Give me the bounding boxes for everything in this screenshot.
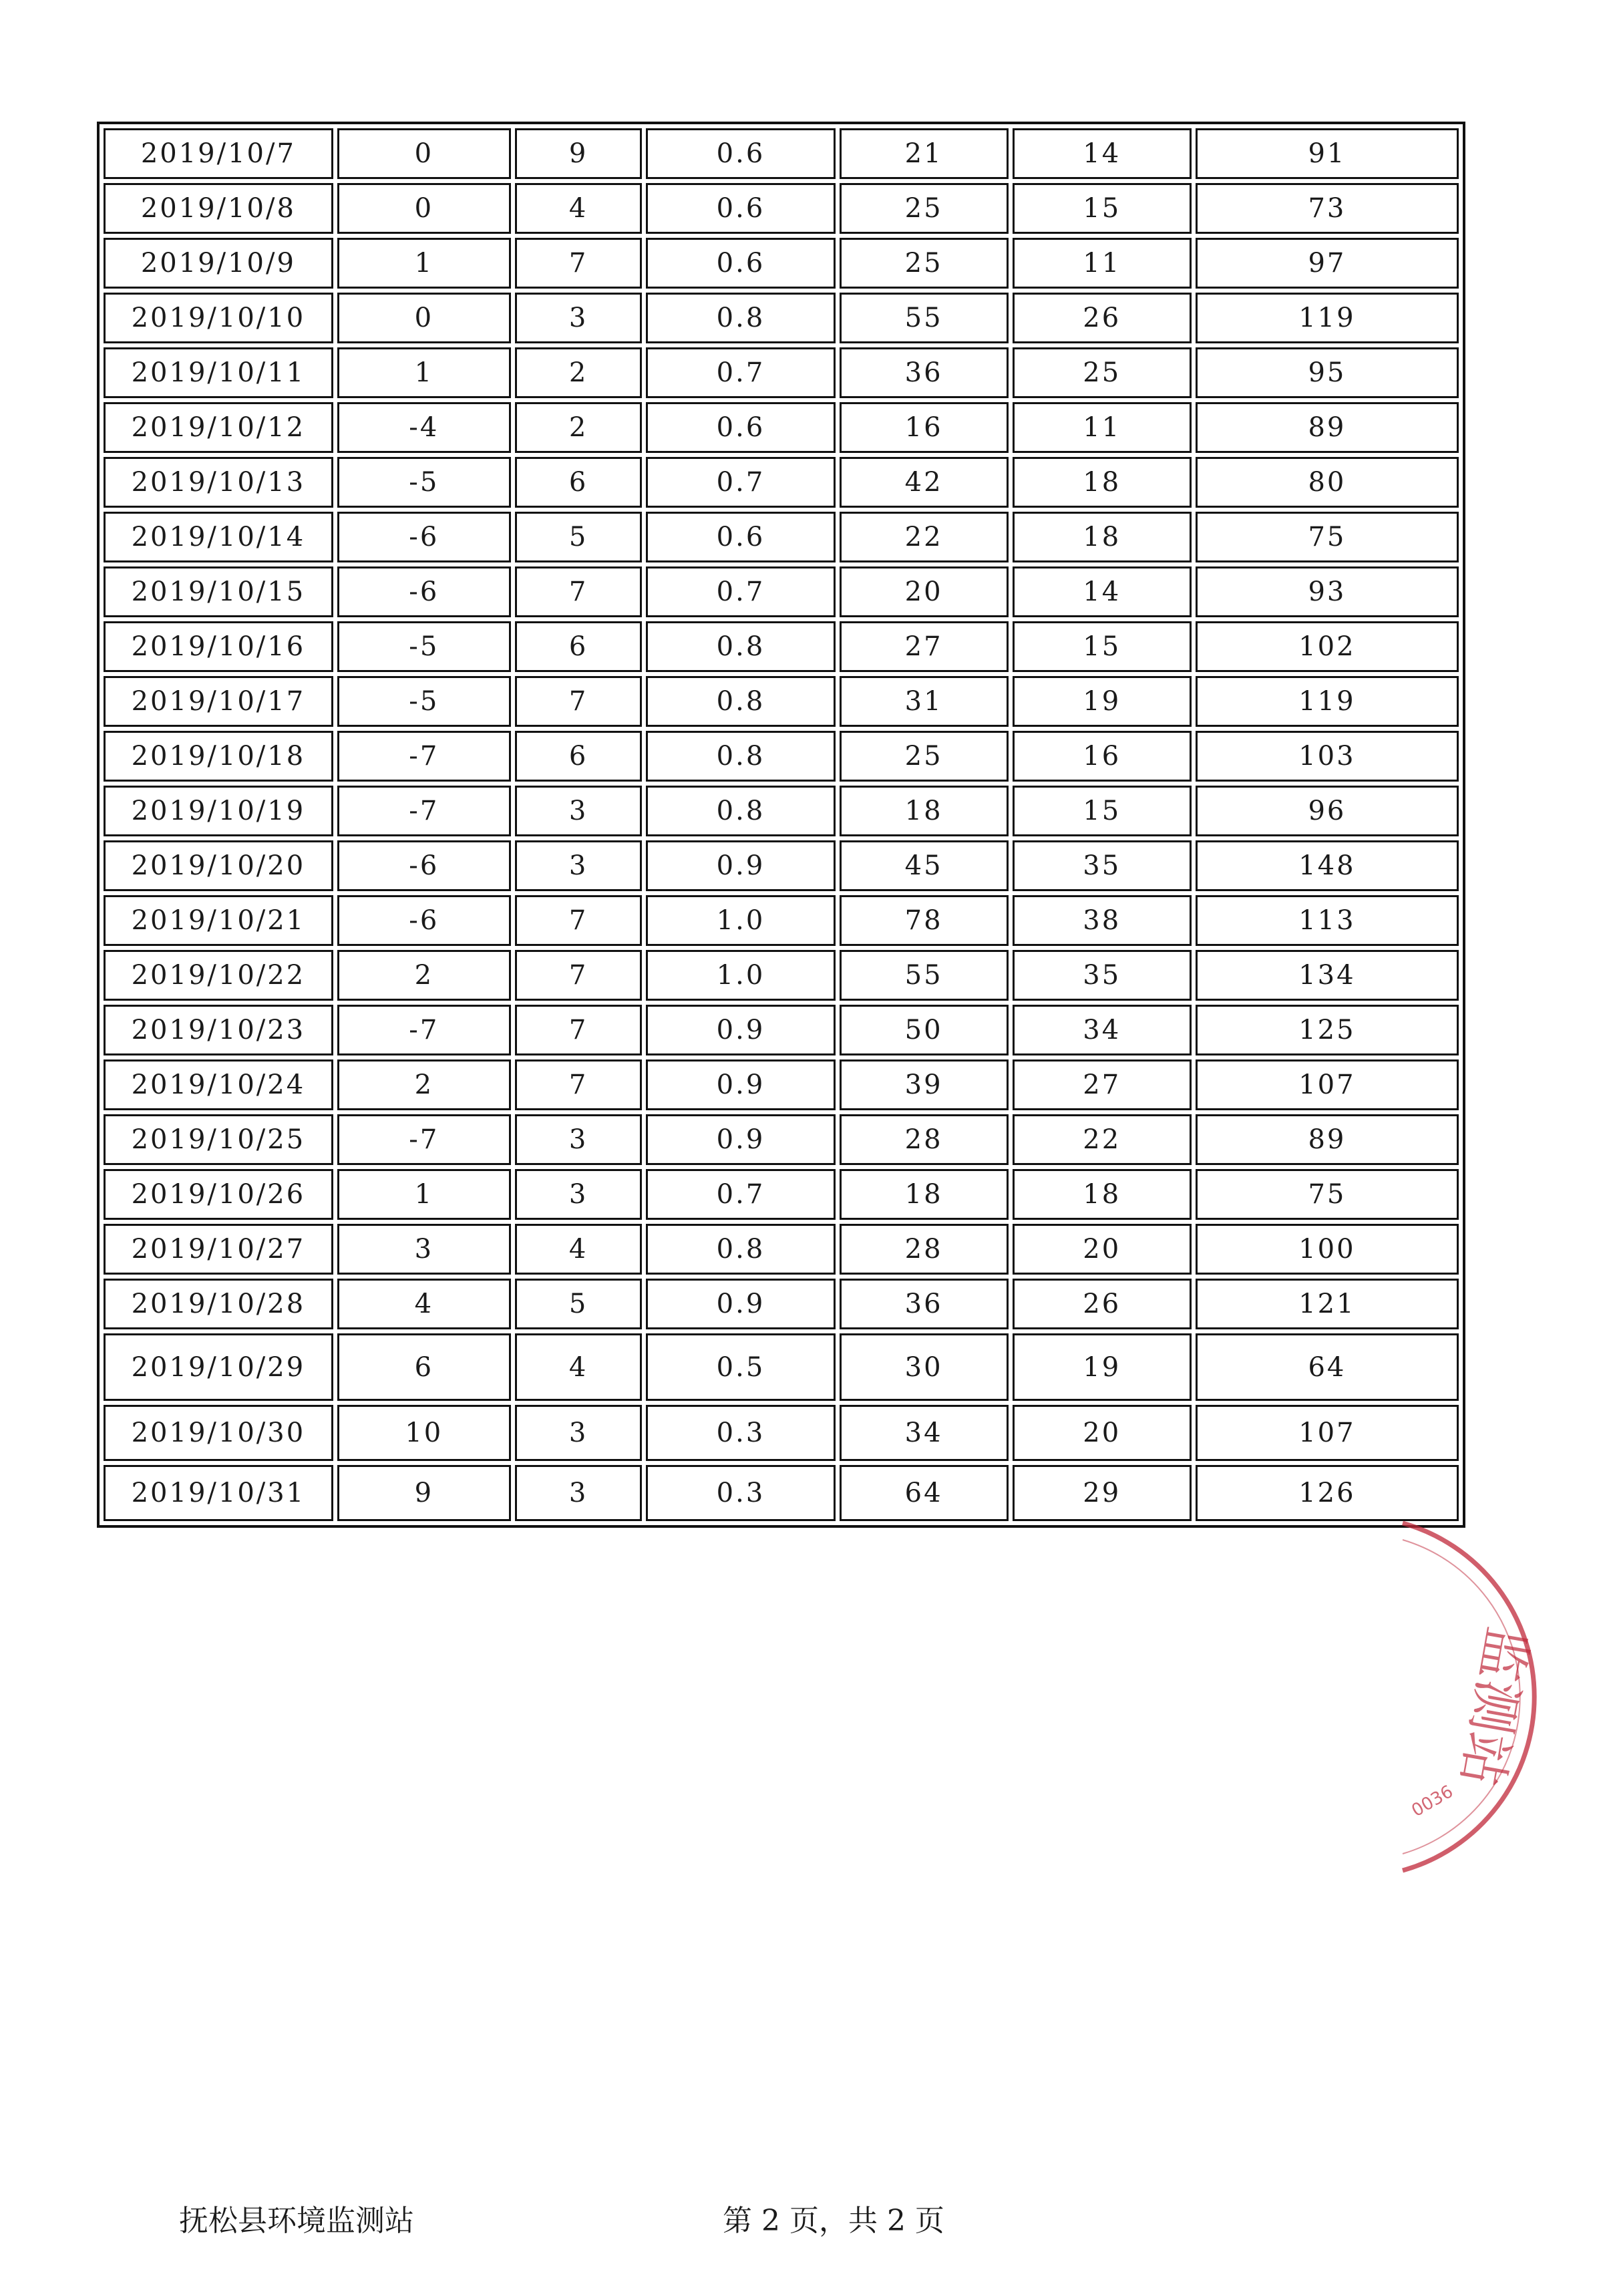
value-cell: 55 [840,293,1009,343]
value-cell: 102 [1196,621,1459,672]
value-cell: 7 [515,950,643,1001]
value-cell: 38 [1013,895,1192,946]
date-cell: 2019/10/14 [104,512,333,562]
value-cell: 64 [1196,1333,1459,1401]
value-cell: -7 [337,731,511,782]
table-row [104,621,1459,672]
table-row [104,128,1459,179]
value-cell: 1.0 [646,950,835,1001]
value-cell: 121 [1196,1279,1459,1329]
value-cell: 3 [515,293,643,343]
value-cell: 7 [515,238,643,289]
date-cell: 2019/10/16 [104,621,333,672]
value-cell: 25 [840,731,1009,782]
value-cell: 89 [1196,402,1459,453]
value-cell: 7 [515,1005,643,1055]
value-cell: 2 [337,1059,511,1110]
table-row [104,1224,1459,1275]
date-cell: 2019/10/30 [104,1405,333,1461]
date-cell: 2019/10/11 [104,347,333,398]
value-cell: 34 [840,1405,1009,1461]
table-row [104,457,1459,508]
value-cell: 6 [515,731,643,782]
value-cell: 3 [515,840,643,891]
value-cell: 18 [840,786,1009,836]
value-cell: 0.6 [646,238,835,289]
value-cell: -7 [337,786,511,836]
table-row [104,1465,1459,1521]
value-cell: 0.7 [646,457,835,508]
value-cell: -7 [337,1005,511,1055]
value-cell: 22 [840,512,1009,562]
value-cell: 0 [337,183,511,234]
value-cell: 18 [1013,457,1192,508]
value-cell: 75 [1196,512,1459,562]
value-cell: 119 [1196,293,1459,343]
date-cell: 2019/10/20 [104,840,333,891]
value-cell: 7 [515,676,643,727]
seal-number: 0036 [1408,1781,1457,1822]
value-cell: 73 [1196,183,1459,234]
value-cell: 0.3 [646,1405,835,1461]
value-cell: 42 [840,457,1009,508]
value-cell: -5 [337,676,511,727]
value-cell: 1 [337,238,511,289]
date-cell: 2019/10/26 [104,1169,333,1220]
value-cell: 26 [1013,1279,1192,1329]
date-cell: 2019/10/10 [104,293,333,343]
value-cell: 0.6 [646,512,835,562]
value-cell: 1.0 [646,895,835,946]
value-cell: 15 [1013,183,1192,234]
value-cell: 15 [1013,786,1192,836]
value-cell: 6 [515,621,643,672]
value-cell: 30 [840,1333,1009,1401]
value-cell: 96 [1196,786,1459,836]
value-cell: 25 [840,183,1009,234]
value-cell: -5 [337,621,511,672]
value-cell: 0 [337,293,511,343]
value-cell: 18 [1013,1169,1192,1220]
value-cell: 26 [1013,293,1192,343]
value-cell: 0.5 [646,1333,835,1401]
date-cell: 2019/10/25 [104,1114,333,1165]
value-cell: 100 [1196,1224,1459,1275]
value-cell: 0.8 [646,621,835,672]
value-cell: 126 [1196,1465,1459,1521]
table-row [104,512,1459,562]
value-cell: 0.9 [646,1059,835,1110]
table-row [104,238,1459,289]
value-cell: 134 [1196,950,1459,1001]
value-cell: 0.9 [646,1005,835,1055]
value-cell: -5 [337,457,511,508]
value-cell: 28 [840,1114,1009,1165]
value-cell: 125 [1196,1005,1459,1055]
value-cell: 2 [515,347,643,398]
value-cell: 31 [840,676,1009,727]
date-cell: 2019/10/12 [104,402,333,453]
value-cell: 14 [1013,566,1192,617]
date-cell: 2019/10/18 [104,731,333,782]
value-cell: 64 [840,1465,1009,1521]
data-table [97,122,1465,1528]
value-cell: 2 [515,402,643,453]
value-cell: 7 [515,566,643,617]
date-cell: 2019/10/8 [104,183,333,234]
value-cell: -4 [337,402,511,453]
date-cell: 2019/10/9 [104,238,333,289]
value-cell: 3 [515,1169,643,1220]
value-cell: 4 [515,1333,643,1401]
table-row [104,566,1459,617]
value-cell: 16 [840,402,1009,453]
value-cell: 55 [840,950,1009,1001]
date-cell: 2019/10/21 [104,895,333,946]
value-cell: -7 [337,1114,511,1165]
value-cell: 20 [1013,1405,1192,1461]
date-cell: 2019/10/31 [104,1465,333,1521]
value-cell: 4 [515,1224,643,1275]
table-row [104,293,1459,343]
date-cell: 2019/10/29 [104,1333,333,1401]
date-cell: 2019/10/7 [104,128,333,179]
value-cell: 19 [1013,1333,1192,1401]
value-cell: 5 [515,512,643,562]
table-row [104,183,1459,234]
value-cell: 28 [840,1224,1009,1275]
value-cell: 148 [1196,840,1459,891]
value-cell: -6 [337,895,511,946]
value-cell: 78 [840,895,1009,946]
value-cell: 50 [840,1005,1009,1055]
value-cell: 3 [515,1465,643,1521]
value-cell: 10 [337,1405,511,1461]
value-cell: 27 [840,621,1009,672]
value-cell: 11 [1013,238,1192,289]
value-cell: 3 [337,1224,511,1275]
table-row [104,840,1459,891]
value-cell: 0.9 [646,1114,835,1165]
table-body [104,128,1459,1521]
value-cell: 0.8 [646,786,835,836]
value-cell: 6 [337,1333,511,1401]
table-row [104,1114,1459,1165]
seal-text: 监测站 [1449,1622,1539,1792]
value-cell: 113 [1196,895,1459,946]
table-row [104,402,1459,453]
value-cell: 89 [1196,1114,1459,1165]
date-cell: 2019/10/23 [104,1005,333,1055]
value-cell: 107 [1196,1059,1459,1110]
value-cell: 4 [515,183,643,234]
date-cell: 2019/10/27 [104,1224,333,1275]
value-cell: 80 [1196,457,1459,508]
value-cell: 36 [840,1279,1009,1329]
value-cell: 0.9 [646,1279,835,1329]
table-row [104,1405,1459,1461]
table-row [104,731,1459,782]
value-cell: 45 [840,840,1009,891]
table-row [104,786,1459,836]
value-cell: 0.9 [646,840,835,891]
table-row [104,1279,1459,1329]
value-cell: 5 [515,1279,643,1329]
value-cell: 0.8 [646,731,835,782]
value-cell: 25 [1013,347,1192,398]
value-cell: 0.3 [646,1465,835,1521]
value-cell: 93 [1196,566,1459,617]
value-cell: 18 [840,1169,1009,1220]
value-cell: 2 [337,950,511,1001]
date-cell: 2019/10/28 [104,1279,333,1329]
value-cell: 18 [1013,512,1192,562]
value-cell: 21 [840,128,1009,179]
table-row [104,1333,1459,1401]
footer-organization: 抚松县环境监测站 [179,2204,414,2238]
date-cell: 2019/10/22 [104,950,333,1001]
value-cell: 9 [515,128,643,179]
value-cell: 4 [337,1279,511,1329]
value-cell: 25 [840,238,1009,289]
value-cell: 0.8 [646,676,835,727]
value-cell: 20 [1013,1224,1192,1275]
footer-page-info: 第 2 页，共 2 页 [723,2204,944,2238]
value-cell: 107 [1196,1405,1459,1461]
value-cell: 0.6 [646,183,835,234]
value-cell: 19 [1013,676,1192,727]
value-cell: 34 [1013,1005,1192,1055]
value-cell: 16 [1013,731,1192,782]
value-cell: 75 [1196,1169,1459,1220]
value-cell: 15 [1013,621,1192,672]
value-cell: 91 [1196,128,1459,179]
value-cell: 39 [840,1059,1009,1110]
value-cell: 1 [337,1169,511,1220]
value-cell: 14 [1013,128,1192,179]
date-cell: 2019/10/17 [104,676,333,727]
value-cell: 97 [1196,238,1459,289]
table-row [104,950,1459,1001]
value-cell: 36 [840,347,1009,398]
table-row [104,1059,1459,1110]
value-cell: 95 [1196,347,1459,398]
value-cell: 0.8 [646,1224,835,1275]
date-cell: 2019/10/24 [104,1059,333,1110]
table-row [104,347,1459,398]
date-cell: 2019/10/19 [104,786,333,836]
value-cell: 0.6 [646,402,835,453]
value-cell: 119 [1196,676,1459,727]
value-cell: 7 [515,1059,643,1110]
value-cell: 11 [1013,402,1192,453]
value-cell: 0.8 [646,293,835,343]
value-cell: 3 [515,1114,643,1165]
value-cell: 0.7 [646,1169,835,1220]
value-cell: 9 [337,1465,511,1521]
table-row [104,676,1459,727]
date-cell: 2019/10/15 [104,566,333,617]
value-cell: -6 [337,566,511,617]
value-cell: 20 [840,566,1009,617]
value-cell: -6 [337,512,511,562]
table-row [104,1005,1459,1055]
value-cell: 3 [515,1405,643,1461]
value-cell: 35 [1013,840,1192,891]
value-cell: 7 [515,895,643,946]
value-cell: 27 [1013,1059,1192,1110]
value-cell: 0.7 [646,347,835,398]
value-cell: 103 [1196,731,1459,782]
table-row [104,1169,1459,1220]
value-cell: 6 [515,457,643,508]
value-cell: 22 [1013,1114,1192,1165]
value-cell: 0.7 [646,566,835,617]
value-cell: -6 [337,840,511,891]
value-cell: 35 [1013,950,1192,1001]
value-cell: 29 [1013,1465,1192,1521]
table-row [104,895,1459,946]
value-cell: 0.6 [646,128,835,179]
value-cell: 0 [337,128,511,179]
value-cell: 1 [337,347,511,398]
date-cell: 2019/10/13 [104,457,333,508]
official-seal-stamp [1376,1503,1590,1891]
value-cell: 3 [515,786,643,836]
